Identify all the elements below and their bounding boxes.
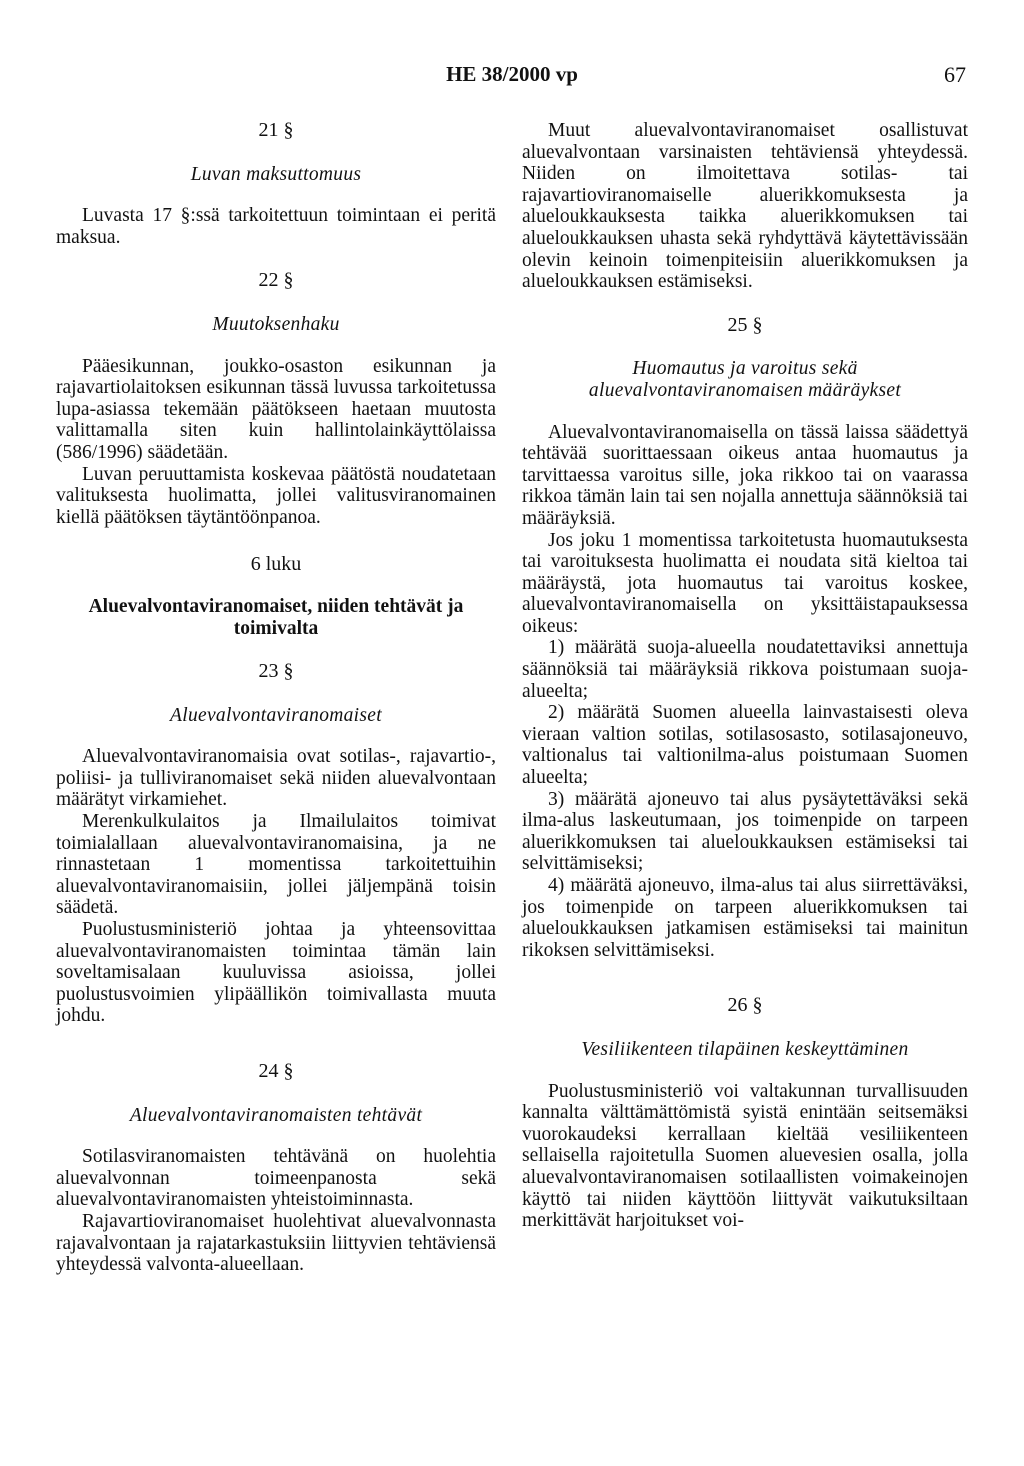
paragraph: Puolustusministeriö johtaa ja yhteensovittaa aluevalvontaviranomaisten toimintaa tämän lain soveltamisalaan kuuluvissa asioissa, jollei puolustusvoimien ylipäällikön toimivallasta muuta johdu. xyxy=(56,919,496,1027)
section-title-25-line2: aluevalvontaviranomaisen määräykset xyxy=(588,379,902,401)
section-number-22: 22 § xyxy=(258,269,294,292)
list-item: 1) määrätä suoja-alueella noudatettaviksi annettuja säännöksiä tai määräyksiä rikkova poistumaan suoja-alueelta; xyxy=(522,637,968,702)
section-title-25-line1: Huomautus ja varoitus sekä xyxy=(632,358,858,380)
section-title-23: Aluevalvontaviranomaiset xyxy=(170,704,382,726)
chapter-number: 6 luku xyxy=(250,553,302,576)
paragraph: Puolustusministeriö voi valtakunnan turvallisuuden kannalta välttämättömistä syistä enintään seitsemäksi vuorokaudeksi kerrallaan kieltää vesiliikenteen sellaisella rajoitetulla Suomen aluevesien osalla, jolla aluevalvontaviranomaisen sotilaallisten voimakeinojen käyttö tai niiden käyttöön liittyvät vaikutuksiltaan merkittävät harjoitukset voi- xyxy=(522,1080,968,1232)
paragraph: Luvan peruuttamista koskevaa päätöstä noudatetaan valituksesta huolimatta, jollei valitusviranomainen kiellä päätöksen täytäntöönpanoa. xyxy=(56,463,496,528)
paragraph: Sotilasviranomaisten tehtävänä on huolehtia aluevalvonnan toimeenpanosta sekä aluevalvontaviranomaisten yhteistoiminnasta. xyxy=(56,1146,496,1211)
chapter-title: Aluevalvontaviranomaiset, niiden tehtävät ja toimivalta xyxy=(88,595,464,639)
paragraph: Jos joku 1 momentissa tarkoitetusta huomautuksesta tai varoituksesta huolimatta ei noudata sitä kieltoa tai määräystä, jota huomautus tai varoitus koskee, aluevalvontaviranomaisella on yksittäistapauksessa oikeus: xyxy=(522,529,968,637)
section-title-21: Luvan maksuttomuus xyxy=(190,163,362,185)
paragraph: Muut aluevalvontaviranomaiset osallistuvat aluevalvontaan varsinaisten tehtäviensä yhteydessä. Niiden on ilmoitettava sotilas- tai rajavartioviranomaiselle aluerikkomuksesta ja alueloukkauksesta taikka aluerikkomuksen tai alueloukkauksen uhasta sekä ryhdyttävä käytettävissään olevin keinoin toimenpiteisiin aluerikkomuksen ja alueloukkauksen estämiseksi. xyxy=(522,120,968,293)
page-number: 67 xyxy=(944,62,966,87)
section-title-24: Aluevalvontaviranomaisten tehtävät xyxy=(129,1104,423,1126)
left-column xyxy=(56,120,496,1276)
list-item: 4) määrätä ajoneuvo, ilma-alus tai alus siirrettäväksi, jos toimenpide on tarpeen aluerikkomuksen tai alueloukkauksen jatkamisen estämiseksi tai mainitun rikoksen selvittämiseksi. xyxy=(522,875,968,961)
paragraph: Aluevalvontaviranomaisia ovat sotilas-, rajavartio-, poliisi- ja tulliviranomaiset sekä niiden aluevalvontaan määrätyt virkamiehet. xyxy=(56,746,496,811)
document-title: HE 38/2000 vp xyxy=(446,62,578,86)
right-column xyxy=(522,120,968,1232)
list-item: 2) määrätä Suomen alueella lainvastaisesti oleva vieraan valtion sotilas, sotilasosasto, sotilasajoneuvo, valtionalus tai valtionilma-alus poistumaan Suomen alueelta; xyxy=(522,702,968,789)
paragraph: Luvasta 17 §:ssä tarkoitettuun toimintaan ei peritä maksua. xyxy=(56,205,496,248)
section-number-25: 25 § xyxy=(727,313,763,336)
section-title-22: Muutoksenhaku xyxy=(212,313,340,335)
section-number-21: 21 § xyxy=(258,119,294,141)
list-item: 3) määrätä ajoneuvo tai alus pysäytettäväksi sekä ilma-alus laskeutumaan, jos toimenpide on tarpeen aluerikkomuksen tai alueloukkauksen estämiseksi tai selvittämiseksi; xyxy=(522,788,968,875)
section-number-26: 26 § xyxy=(727,994,763,1017)
paragraph: Rajavartioviranomaiset huolehtivat aluevalvonnasta rajavalvontaan ja rajatarkastuksiin liittyvien tehtäviensä yhteydessä valvonta-alueellaan. xyxy=(56,1210,496,1276)
running-header xyxy=(0,62,1024,92)
paragraph: Pääesikunnan, joukko-osaston esikunnan ja rajavartiolaitoksen esikunnan tässä luvussa tarkoitetussa lupa-asiassa tekemään päätökseen haetaan muutosta valittamalla siten kuin hallintolainkäyttölaissa (586/1996) säädetään. xyxy=(56,355,496,463)
section-number-23: 23 § xyxy=(258,660,294,683)
paragraph: Aluevalvontaviranomaisella on tässä laissa säädettyä tehtävää suorittaessaan oikeus antaa huomautus ja tarvittaessa varoitus sille, joka rikkoo tai on vaarassa rikkoa tämän lain tai sen nojalla annettuja säännöksiä tai määräyksiä. xyxy=(522,421,968,529)
paragraph: Merenkulkulaitos ja Ilmailulaitos toimivat toimialallaan aluevalvontaviranomaisina, ja ne rinnastetaan 1 momentissa tarkoitettuihin aluevalvontaviranomaisiin, jollei jäljempänä toisin säädetä. xyxy=(56,811,496,919)
section-number-24: 24 § xyxy=(258,1060,294,1082)
section-title-26: Vesiliikenteen tilapäinen keskeyttäminen xyxy=(581,1038,909,1060)
